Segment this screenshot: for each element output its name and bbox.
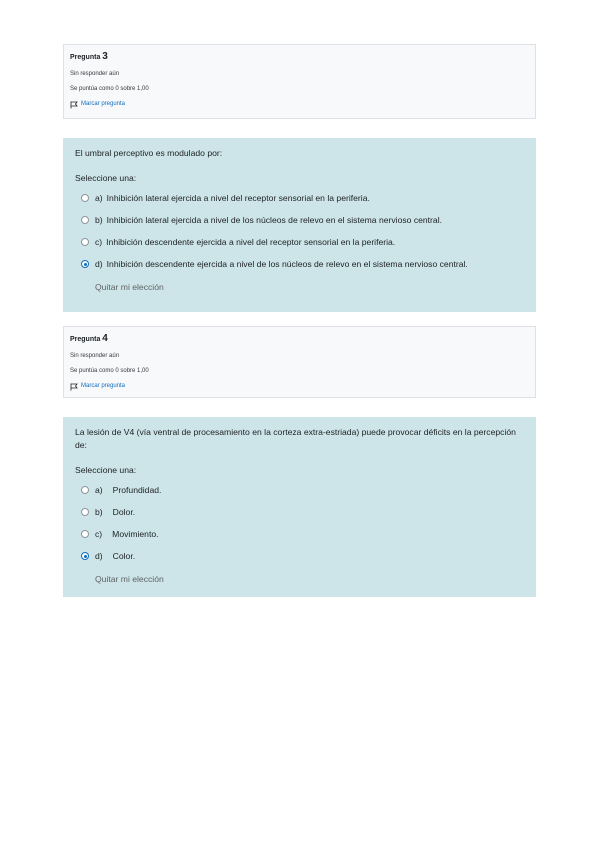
option-letter: a) <box>95 193 103 203</box>
question-info-3 <box>63 44 536 119</box>
question-number-value: 3 <box>102 51 108 62</box>
question-info-4 <box>63 326 536 398</box>
clear-choice-link[interactable]: Quitar mi elección <box>95 574 164 584</box>
answer-option-d[interactable] <box>75 545 524 567</box>
option-letter: a) <box>95 485 103 495</box>
question-grade: Se puntúa como 0 sobre 1,00 <box>70 86 149 92</box>
radio-button[interactable] <box>81 486 89 494</box>
answer-option-a[interactable] <box>75 479 524 501</box>
flag-question-link[interactable] <box>70 382 529 391</box>
radio-button[interactable] <box>81 216 89 224</box>
flag-question-label: Marcar pregunta <box>81 101 126 107</box>
answer-options <box>75 479 524 567</box>
question-number <box>70 51 529 64</box>
answer-option-b[interactable] <box>75 209 524 231</box>
select-one-prompt: Seleccione una: <box>75 465 137 475</box>
question-number-value: 4 <box>102 333 108 344</box>
clear-choice-link[interactable]: Quitar mi elección <box>95 282 164 292</box>
question-content-3 <box>63 138 536 312</box>
answer-options <box>75 187 524 275</box>
question-number <box>70 333 529 346</box>
radio-button[interactable] <box>81 530 89 538</box>
radio-button[interactable] <box>81 508 89 516</box>
flag-question-label: Marcar pregunta <box>81 383 126 389</box>
option-letter: d) <box>95 259 103 269</box>
answer-option-c[interactable] <box>75 523 524 545</box>
question-status: Sin responder aún <box>70 71 120 77</box>
answer-option-b[interactable] <box>75 501 524 523</box>
option-text: Inhibición descendente ejercida a nivel del receptor sensorial en la periferia. <box>106 237 396 247</box>
radio-button[interactable] <box>81 238 89 246</box>
radio-button-selected[interactable] <box>81 552 89 560</box>
option-text: Movimiento. <box>112 529 159 539</box>
answer-option-a[interactable] <box>75 187 524 209</box>
question-content-4 <box>63 417 536 597</box>
flag-icon <box>70 101 78 109</box>
radio-button[interactable] <box>81 194 89 202</box>
question-label: Pregunta <box>70 54 101 61</box>
question-text: El umbral perceptivo es modulado por: <box>75 148 223 158</box>
select-one-prompt: Seleccione una: <box>75 173 137 183</box>
answer-option-d[interactable] <box>75 253 524 275</box>
radio-button-selected[interactable] <box>81 260 89 268</box>
option-letter: c) <box>95 529 103 539</box>
question-text: La lesión de V4 (vía ventral de procesamiento en la corteza extra-estriada) puede provocar déficits en la percepción de: <box>75 427 516 450</box>
option-text: Profundidad. <box>112 485 162 495</box>
option-letter: b) <box>95 507 103 517</box>
option-text: Dolor. <box>112 507 136 517</box>
option-letter: c) <box>95 237 103 247</box>
question-label: Pregunta <box>70 336 101 343</box>
option-text: Color. <box>112 551 136 561</box>
flag-icon <box>70 383 78 391</box>
option-letter: b) <box>95 215 103 225</box>
option-text: Inhibición lateral ejercida a nivel del receptor sensorial en la periferia. <box>106 193 370 203</box>
flag-question-link[interactable] <box>70 100 529 109</box>
option-text: Inhibición descendente ejercida a nivel de los núcleos de relevo en el sistema nervioso central. <box>106 259 468 269</box>
option-letter: d) <box>95 551 103 561</box>
answer-option-c[interactable] <box>75 231 524 253</box>
question-status: Sin responder aún <box>70 353 120 359</box>
option-text: Inhibición lateral ejercida a nivel de los núcleos de relevo en el sistema nervioso central. <box>106 215 442 225</box>
question-grade: Se puntúa como 0 sobre 1,00 <box>70 368 149 374</box>
